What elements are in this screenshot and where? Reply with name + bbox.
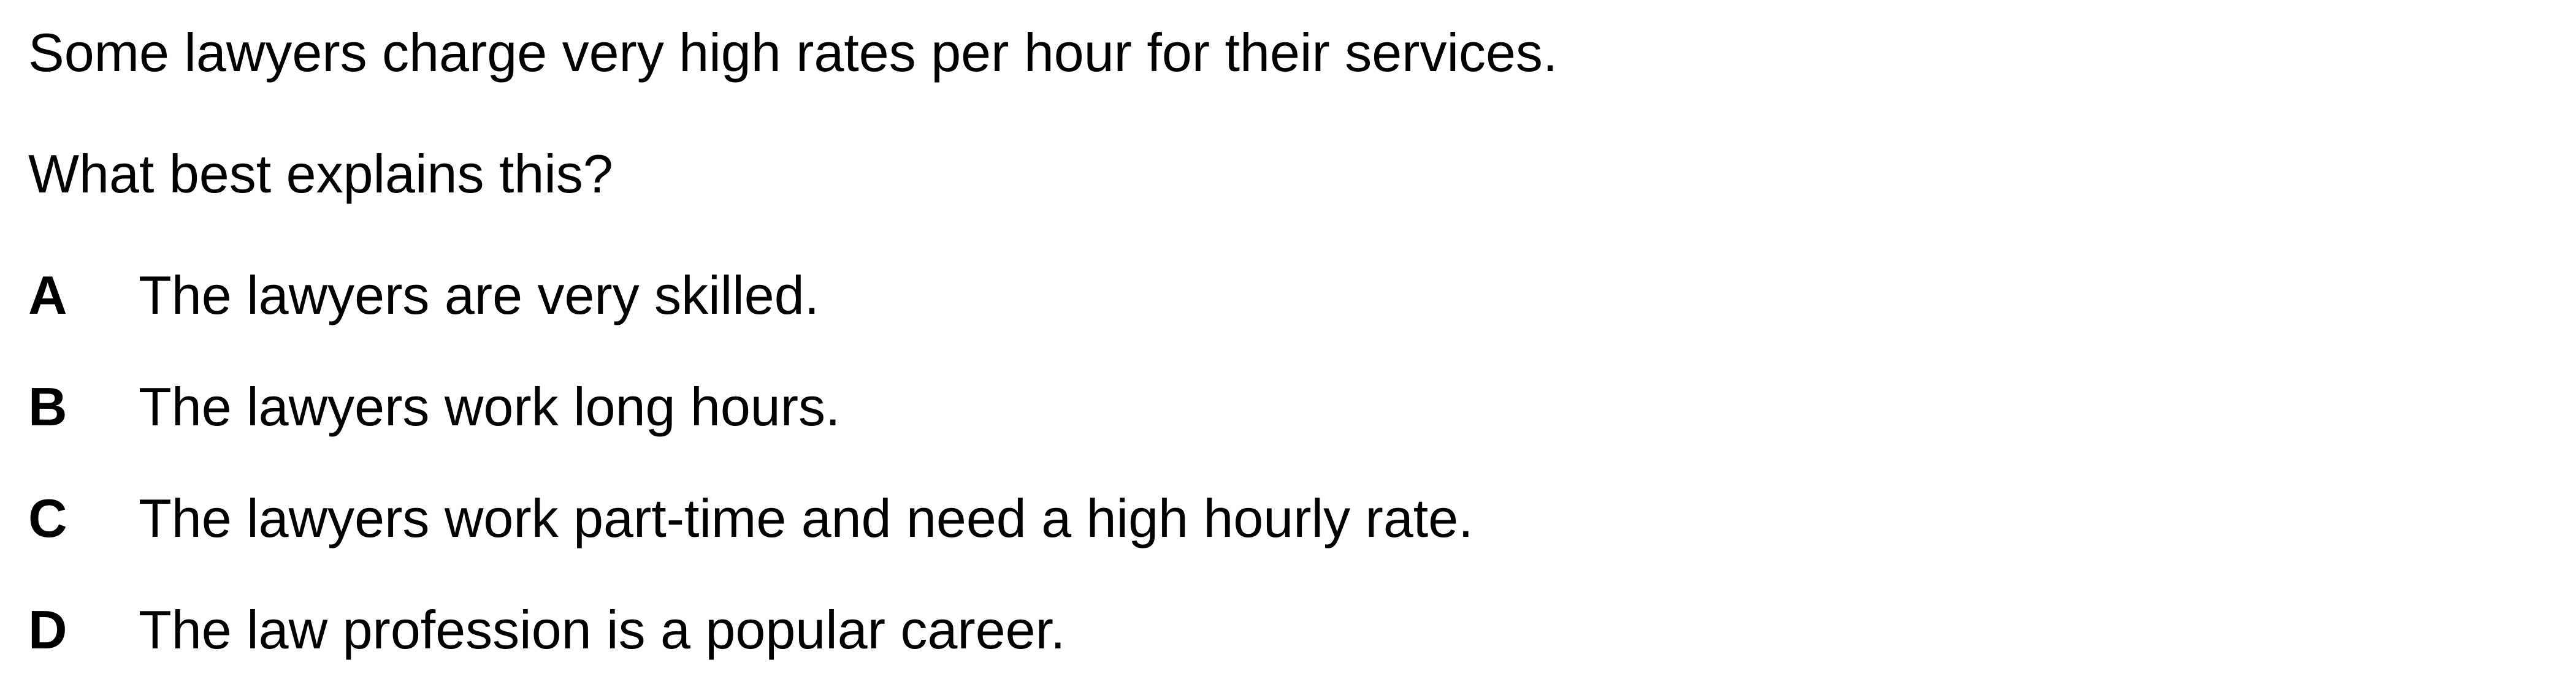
option-c-text: The lawyers work part-time and need a high hourly rate.	[139, 488, 1473, 548]
option-b-text: The lawyers work long hours.	[139, 376, 841, 437]
option-c-letter: C	[28, 488, 67, 548]
option-d-letter: D	[28, 599, 67, 660]
option-a-letter: A	[28, 265, 67, 325]
option-c[interactable]	[28, 488, 2542, 549]
option-b-letter: B	[28, 376, 67, 437]
question-prompt: What best explains this?	[28, 143, 613, 204]
option-a-text: The lawyers are very skilled.	[139, 265, 820, 325]
question-statement: Some lawyers charge very high rates per hour for their services.	[28, 22, 1558, 83]
option-d[interactable]	[28, 599, 2542, 661]
option-a[interactable]	[28, 265, 2542, 326]
option-d-text: The law profession is a popular career.	[139, 599, 1066, 660]
option-b[interactable]	[28, 376, 2542, 438]
